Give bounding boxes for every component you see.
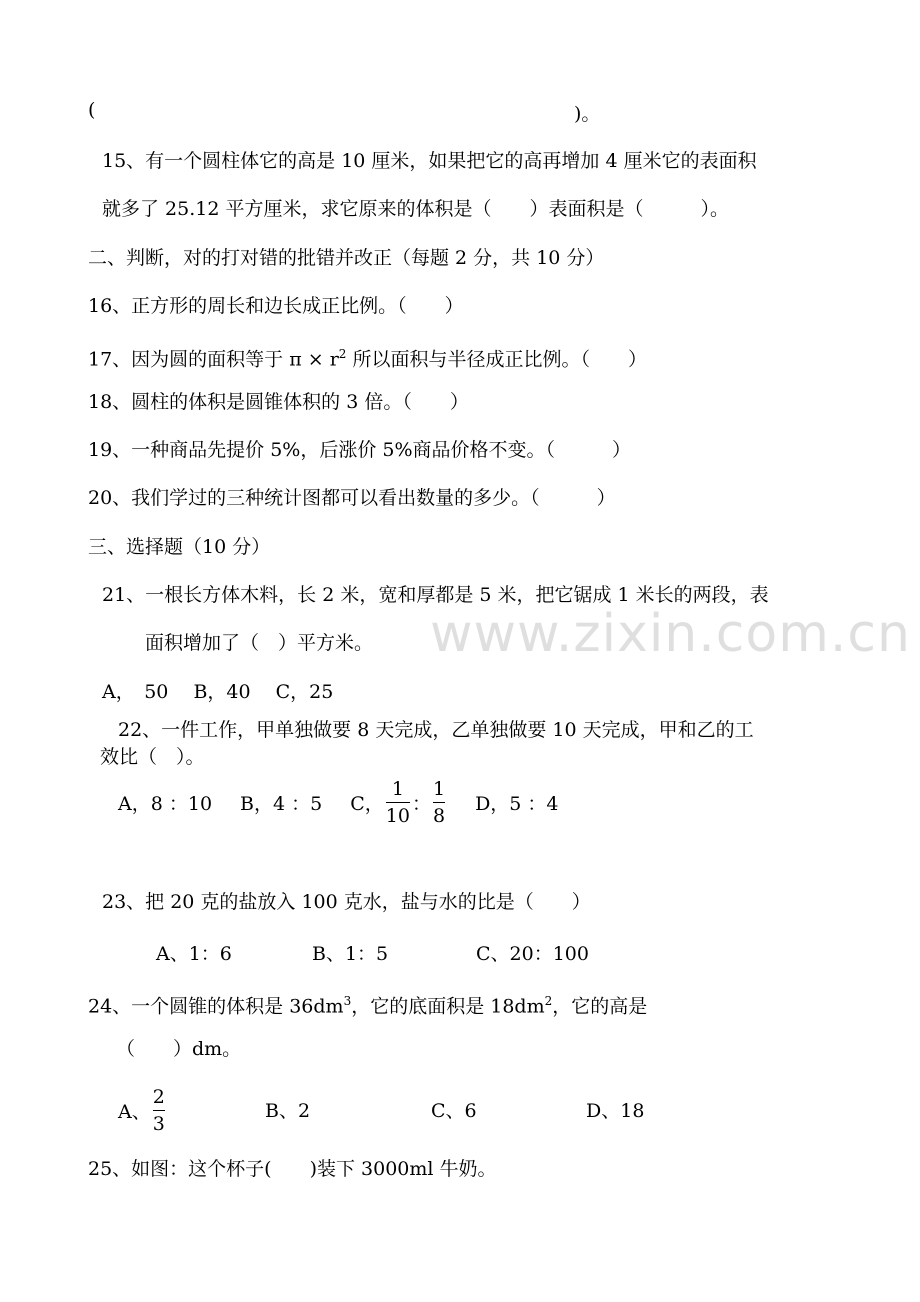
q23-option-c: C、20：100 [476, 943, 589, 965]
q23-line1: 23、把 20 克的盐放入 100 克水，盐与水的比是（ ） [102, 891, 591, 913]
q23-option-b: B、1：5 [312, 943, 389, 965]
blank-paren-close: )。 [574, 103, 601, 125]
q21-line1: 21、一根长方体木料，长 2 米，宽和厚都是 5 米，把它锯成 1 米长的两段，表 [102, 584, 769, 606]
q24-line2: （ ）dm。 [116, 1038, 242, 1060]
q19: 19、一种商品先提价 5%，后涨价 5%商品价格不变。（ ） [88, 439, 632, 461]
q21-line2: 面积增加了（ ）平方米。 [145, 632, 374, 654]
q15-line2: 就多了 25.12 平方厘米，求它原来的体积是（ ）表面积是（ ）。 [102, 198, 729, 220]
q24-option-c: C、6 [431, 1100, 477, 1122]
q22-option-c-sep: ： [411, 792, 431, 815]
watermark: www.zixin.com.cn [430, 604, 911, 664]
q22-option-d: D，5 ：4 [475, 792, 559, 815]
q22-line1: 22、一件工作，甲单独做要 8 天完成，乙单独做要 10 天完成，甲和乙的工 [118, 719, 754, 741]
q17 [88, 341, 647, 372]
q18: 18、圆柱的体积是圆锥体积的 3 倍。（ ） [88, 391, 469, 413]
q15-line1: 15、有一个圆柱体它的高是 10 厘米，如果把它的高再增加 4 厘米它的表面积 [102, 150, 757, 172]
q22-line2: 效比（ ）。 [100, 746, 205, 768]
q16: 16、正方形的周长和边长成正比例。（ ） [88, 295, 464, 317]
blank-paren-open: ( [88, 99, 96, 121]
q22-options [118, 772, 559, 832]
q24-option-a-fraction: $\frac{2}{3}$ [152, 1085, 165, 1135]
q17-sup: 2 [338, 347, 347, 361]
q24-line1: 24、一个圆锥的体积是 $36dm^3$，它的底面积是 $18dm^2$，它的高是 [88, 994, 648, 1018]
q17-pre: 17、因为圆的面积等于 π × r [88, 348, 339, 371]
section2-title: 二、判断，对的打对错的批错并改正（每题 2 分，共 10 分） [88, 247, 605, 269]
q20: 20、我们学过的三种统计图都可以看出数量的多少。（ ） [88, 487, 616, 509]
q24-option-d: D、18 [586, 1100, 645, 1122]
q24-option-a: A、 $\frac{2}{3}$ [118, 1085, 165, 1135]
q22-option-a: A，8 ：10 [118, 792, 213, 815]
section3-title: 三、选择题（10 分） [88, 536, 271, 558]
q22-option-c-fraction1: $\frac{1}{10}$ [385, 777, 410, 827]
q24-option-b: B、2 [265, 1100, 311, 1122]
q21-options: A， 50 B，40 C，25 [102, 681, 334, 703]
q17-post: 所以面积与半径成正比例。（ ） [346, 348, 647, 371]
q22-option-b: B，4 ：5 [240, 792, 323, 815]
q22-option-c-fraction2: $\frac{1}{8}$ [432, 777, 446, 827]
q25: 25、如图：这个杯子( )装下 3000ml 牛奶。 [88, 1158, 497, 1180]
q22-option-c-prefix: C， [350, 792, 384, 815]
q23-option-a: A、1：6 [156, 943, 232, 965]
